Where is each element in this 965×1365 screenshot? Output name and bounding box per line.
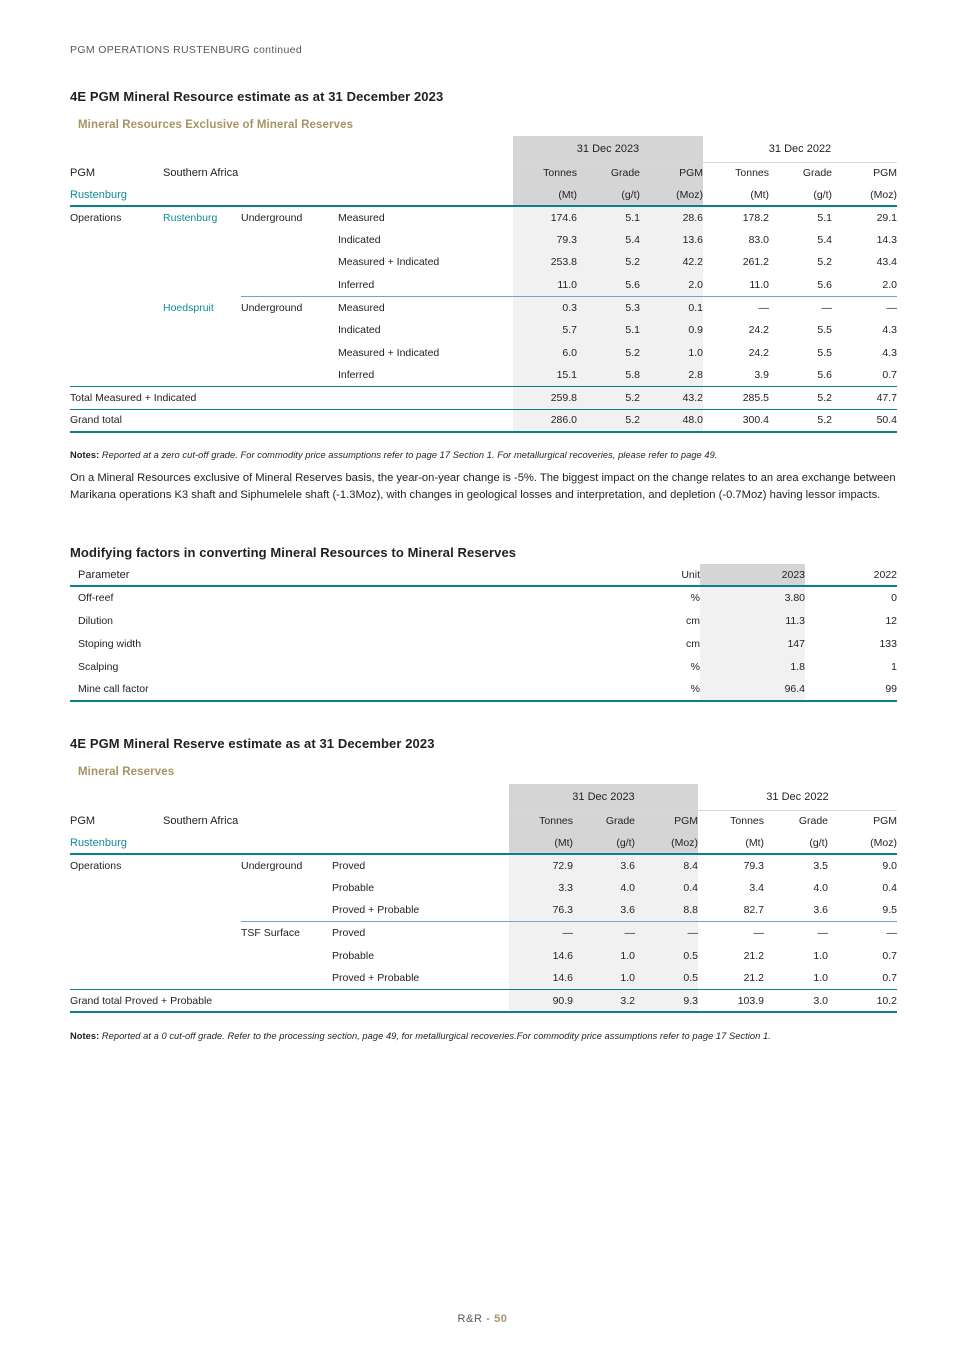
cell-grade-2023: 5.2	[577, 409, 640, 432]
cell-grade-2023: 5.6	[577, 274, 640, 297]
cell-method	[241, 967, 332, 990]
cell-mine-name	[163, 899, 241, 922]
header-group-2023: 31 Dec 2023	[509, 784, 698, 810]
cell-pgm-2022: —	[886, 927, 897, 940]
cell-category: Indicated	[338, 233, 381, 246]
cell-mine-name	[163, 229, 241, 252]
cell-parameter: Mine call factor	[70, 678, 638, 701]
cell-value-2023: 11.3	[700, 609, 805, 632]
cell-tonnes-2023: 6.0	[513, 342, 577, 365]
cell-total-label: Total Measured + Indicated	[70, 387, 513, 410]
cell-value-2023: 3.80	[700, 586, 805, 609]
cell-tonnes-2023: 3.3	[509, 877, 573, 900]
header-pgm-2022: PGM	[873, 815, 897, 828]
cell-grade-2022: 5.5	[817, 324, 832, 337]
resource-section-title: 4E PGM Mineral Resource estimate as at 31 December 2023	[70, 89, 444, 104]
cell-value-2022: 133	[879, 637, 897, 650]
running-head: PGM OPERATIONS RUSTENBURG continued	[70, 44, 303, 56]
cell-mine-name	[163, 944, 241, 967]
cell-mine-name	[163, 342, 241, 365]
cell-mine-name	[163, 251, 241, 274]
mineral-reserve-table	[70, 784, 897, 1013]
cell-operations	[70, 364, 163, 387]
table-row	[70, 206, 897, 229]
cell-pgm-2023: 28.6	[640, 206, 703, 229]
cell-method	[241, 229, 338, 252]
cell-grade-2023: 5.1	[577, 206, 640, 229]
cell-operations	[70, 922, 163, 945]
cell-pgm-2022: 0.7	[882, 369, 897, 382]
table-row	[70, 586, 897, 609]
cell-tonnes-2022: 300.4	[703, 409, 769, 432]
cell-tonnes-2022: 83.0	[748, 233, 769, 246]
header-grade-2023: Grade	[577, 162, 640, 184]
cell-pgm-2023: 9.3	[635, 990, 698, 1013]
table-row	[70, 342, 897, 365]
cell-grade-2022: 3.5	[813, 859, 828, 872]
cell-category: Measured	[338, 301, 385, 314]
cell-category: Measured	[338, 211, 385, 224]
cell-tonnes-2023: 90.9	[509, 990, 573, 1013]
cell-grade-2023: 1.0	[573, 944, 635, 967]
cell-category: Inferred	[338, 274, 513, 297]
cell-mine-name: Hoedspruit	[163, 301, 214, 314]
cell-pgm-2022: 0.7	[882, 972, 897, 985]
cell-pgm-2022: 10.2	[828, 990, 897, 1013]
cell-tonnes-2023: 0.3	[513, 296, 577, 319]
cell-grade-2023: —	[573, 922, 635, 945]
cell-operations: Operations	[70, 211, 122, 224]
cell-grade-2022: 5.1	[817, 211, 832, 224]
cell-pgm-2022: 9.0	[882, 859, 897, 872]
cell-method: Underground	[241, 211, 303, 224]
table-row	[70, 967, 897, 990]
cell-operations	[70, 251, 163, 274]
cell-pgm-2022: 47.7	[832, 387, 897, 410]
cell-operations	[70, 899, 163, 922]
cell-pgm-2022: 14.3	[876, 233, 897, 246]
cell-tonnes-2022: 24.2	[748, 346, 769, 359]
cell-method: TSF Surface	[241, 927, 300, 940]
table-row	[70, 678, 897, 701]
cell-unit: %	[638, 678, 700, 701]
cell-operations	[70, 944, 163, 967]
cell-tonnes-2023: 174.6	[513, 206, 577, 229]
modifying-factors-table	[70, 564, 897, 702]
cell-mine-name	[163, 967, 241, 990]
table-row	[70, 632, 897, 655]
cell-method: Underground	[241, 301, 303, 314]
cell-pgm-2023: 1.0	[640, 342, 703, 365]
table-row	[70, 251, 897, 274]
cell-pgm-2023: 0.1	[640, 296, 703, 319]
table-header-col-row	[70, 162, 897, 184]
cell-tonnes-2022: 11.0	[703, 274, 769, 297]
cell-pgm-2023: 8.8	[635, 899, 698, 922]
header-2022: 2022	[805, 564, 897, 586]
cell-unit: %	[690, 660, 700, 673]
cell-grade-2022: 5.2	[817, 256, 832, 269]
cell-mine-name	[163, 922, 241, 945]
cell-operations	[70, 877, 163, 900]
reserve-notes-label: Notes:	[70, 1031, 100, 1041]
cell-parameter: Off-reef	[78, 592, 114, 604]
cell-value-2022: 99	[805, 678, 897, 701]
cell-operations	[70, 229, 163, 252]
header-pgm-2022: PGM	[873, 167, 897, 180]
header-unit-moz-2022: (Moz)	[828, 832, 897, 854]
footer-page-number: 50	[494, 1313, 508, 1325]
cell-tonnes-2023: 253.8	[513, 251, 577, 274]
header-tonnes-2023: Tonnes	[509, 810, 573, 832]
table-row	[70, 296, 897, 319]
cell-method	[241, 251, 338, 274]
table-row	[70, 319, 897, 342]
cell-total-label: Grand total	[70, 409, 513, 432]
header-tonnes-2022: Tonnes	[735, 167, 769, 180]
page-footer	[0, 1313, 965, 1325]
cell-grade-2023: 4.0	[573, 877, 635, 900]
cell-tonnes-2023: 5.7	[513, 319, 577, 342]
cell-category: Indicated	[338, 324, 381, 337]
cell-operations	[70, 319, 163, 342]
table-header-group-row	[70, 784, 897, 810]
cell-grade-2023: 5.2	[577, 387, 640, 410]
cell-method	[241, 944, 332, 967]
cell-method	[241, 274, 338, 297]
cell-pgm-2023: 48.0	[640, 409, 703, 432]
cell-tonnes-2023: —	[509, 922, 573, 945]
cell-tonnes-2022: 103.9	[698, 990, 764, 1013]
cell-grade-2022: 3.0	[764, 990, 828, 1013]
cell-pgm-2022: 29.1	[876, 211, 897, 224]
cell-pgm-2023: 0.9	[640, 319, 703, 342]
header-pgm-2023: PGM	[635, 810, 698, 832]
cell-operations	[70, 296, 163, 319]
reserve-notes-text: Reported at a 0 cut-off grade. Refer to the processing section, page 49, for metallurgical recoveries.For commodity price assumptions refer to page 17 Section 1.	[99, 1031, 771, 1041]
cell-grade-2023: 5.2	[577, 251, 640, 274]
cell-tonnes-2023: 76.3	[509, 899, 573, 922]
cell-pgm-2023: 2.0	[640, 274, 703, 297]
cell-category: Inferred	[338, 369, 375, 382]
header-unit-mt-2023: (Mt)	[509, 832, 573, 854]
cell-pgm-2023: 42.2	[640, 251, 703, 274]
header-group-2022: 31 Dec 2022	[703, 136, 897, 162]
cell-pgm-2023: 0.4	[635, 877, 698, 900]
cell-tonnes-2022: 261.2	[742, 256, 769, 269]
cell-grade-2022: —	[817, 927, 828, 940]
cell-grade-2023: 5.1	[577, 319, 640, 342]
table-header-unit-row	[70, 832, 897, 854]
modifying-section-title: Modifying factors in converting Mineral Resources to Mineral Reserves	[70, 545, 517, 560]
cell-unit: %	[690, 592, 700, 604]
cell-mine-name	[163, 877, 241, 900]
header-pgm-2023: PGM	[640, 162, 703, 184]
cell-pgm-2023: —	[635, 922, 698, 945]
cell-grade-2023: 5.2	[577, 342, 640, 365]
cell-tonnes-2022: 79.3	[743, 859, 764, 872]
cell-grade-2023: 3.2	[573, 990, 635, 1013]
cell-category: Proved + Probable	[332, 899, 509, 922]
cell-pgm-2023: 0.5	[635, 944, 698, 967]
cell-pgm-2022: 0.7	[882, 949, 897, 962]
cell-grade-2023: 3.6	[573, 854, 635, 877]
cell-parameter: Scalping	[78, 660, 119, 673]
cell-tonnes-2023: 72.9	[509, 854, 573, 877]
header-region: Southern Africa	[163, 815, 239, 827]
header-parameter: Parameter	[70, 564, 638, 586]
reserve-section-title: 4E PGM Mineral Reserve estimate as at 31 December 2023	[70, 736, 435, 751]
header-operation-name: Rustenburg	[70, 832, 163, 854]
cell-tonnes-2022: 178.2	[742, 211, 769, 224]
resource-notes	[70, 450, 717, 460]
header-unit-mt-2023: (Mt)	[513, 184, 577, 206]
cell-grade-2022: 3.6	[764, 899, 828, 922]
cell-grade-2022: 5.6	[817, 369, 832, 382]
header-group-2022: 31 Dec 2022	[698, 784, 897, 810]
header-grade-2022: Grade	[802, 167, 832, 180]
header-tonnes-2023: Tonnes	[513, 162, 577, 184]
cell-grade-2022: 1.0	[813, 972, 828, 985]
cell-parameter: Stoping width	[78, 637, 142, 650]
cell-category: Proved	[332, 859, 366, 872]
header-pgm: PGM	[70, 815, 96, 827]
reserve-notes	[70, 1031, 771, 1041]
table-total-row	[70, 387, 897, 410]
cell-grade-2022: 5.4	[817, 233, 832, 246]
cell-grade-2022: 5.2	[769, 409, 832, 432]
header-unit-gt-2022: (g/t)	[769, 184, 832, 206]
header-grade-2023: Grade	[573, 810, 635, 832]
table-row	[70, 922, 897, 945]
cell-pgm-2022: 4.3	[882, 346, 897, 359]
table-header-col-row	[70, 810, 897, 832]
cell-unit: cm	[686, 614, 700, 627]
header-grade-2022: Grade	[798, 815, 828, 828]
cell-pgm-2022: 2.0	[832, 274, 897, 297]
table-header-unit-row	[70, 184, 897, 206]
cell-value-2023: 96.4	[700, 678, 805, 701]
header-unit-moz-2023: (Moz)	[635, 832, 698, 854]
cell-mine-name: Rustenburg	[163, 211, 218, 224]
cell-tonnes-2023: 259.8	[513, 387, 577, 410]
header-unit: Unit	[638, 564, 700, 586]
header-unit-mt-2022: (Mt)	[703, 184, 769, 206]
cell-operations	[70, 967, 163, 990]
cell-mine-name	[163, 854, 241, 877]
cell-pgm-2022: 50.4	[832, 409, 897, 432]
cell-tonnes-2022: 3.9	[754, 369, 769, 382]
cell-pgm-2022: 9.5	[828, 899, 897, 922]
cell-total-label: Grand total Proved + Probable	[70, 990, 509, 1013]
cell-tonnes-2022: 24.2	[748, 324, 769, 337]
cell-unit: cm	[686, 637, 700, 650]
cell-category: Probable	[332, 949, 375, 962]
cell-pgm-2023: 13.6	[640, 229, 703, 252]
header-2023: 2023	[700, 564, 805, 586]
cell-category: Probable	[332, 881, 375, 894]
cell-tonnes-2022: 3.4	[749, 881, 764, 894]
cell-tonnes-2022: 285.5	[703, 387, 769, 410]
cell-mine-name	[163, 319, 241, 342]
cell-value-2023: 1.8	[700, 655, 805, 678]
header-region: Southern Africa	[163, 167, 239, 179]
cell-grade-2022: —	[821, 301, 832, 314]
header-unit-moz-2023: (Moz)	[640, 184, 703, 206]
cell-category: Measured + Indicated	[338, 346, 440, 359]
cell-method	[241, 899, 332, 922]
cell-value-2022: 12	[885, 614, 897, 627]
header-unit-moz-2022: (Moz)	[832, 184, 897, 206]
mineral-resource-table	[70, 136, 897, 433]
cell-value-2023: 147	[700, 632, 805, 655]
cell-operations	[70, 342, 163, 365]
cell-method	[241, 319, 338, 342]
cell-grade-2022: 5.5	[817, 346, 832, 359]
cell-grade-2023: 3.6	[573, 899, 635, 922]
table-row	[70, 944, 897, 967]
header-unit-mt-2022: (Mt)	[698, 832, 764, 854]
cell-pgm-2023: 8.4	[635, 854, 698, 877]
header-unit-gt-2022: (g/t)	[764, 832, 828, 854]
header-group-2023: 31 Dec 2023	[513, 136, 703, 162]
cell-grade-2022: 4.0	[813, 881, 828, 894]
cell-category: Measured + Indicated	[338, 256, 440, 269]
table-row	[70, 274, 897, 297]
cell-tonnes-2023: 15.1	[513, 364, 577, 387]
modifying-header-row	[70, 564, 897, 586]
table-row	[70, 609, 897, 632]
cell-tonnes-2023: 14.6	[509, 944, 573, 967]
reserve-section-subtitle: Mineral Reserves	[78, 766, 175, 778]
table-row	[70, 899, 897, 922]
cell-pgm-2023: 2.8	[640, 364, 703, 387]
table-header-group-row	[70, 136, 897, 162]
table-row	[70, 854, 897, 877]
cell-tonnes-2022: 21.2	[743, 949, 764, 962]
table-total-row	[70, 409, 897, 432]
resource-paragraph: On a Mineral Resources exclusive of Mineral Reserves basis, the year-on-year change is -5%. The biggest impact on the change relates to an area exchange between Marikana operations K3 shaft and Siphumelele shaft (-1.3Moz), with changes in geological losses and interpretation, and depletion (-0.7Moz) having lessor impacts.	[70, 472, 896, 501]
resource-section-subtitle: Mineral Resources Exclusive of Mineral Reserves	[78, 119, 354, 131]
cell-grade-2023: 1.0	[573, 967, 635, 990]
cell-parameter: Dilution	[78, 614, 114, 627]
cell-method	[241, 342, 338, 365]
cell-pgm-2022: 4.3	[882, 324, 897, 337]
cell-tonnes-2023: 79.3	[513, 229, 577, 252]
table-row	[70, 655, 897, 678]
header-pgm: PGM	[70, 167, 96, 179]
cell-tonnes-2022: —	[758, 301, 769, 314]
footer-prefix: R&R -	[457, 1313, 495, 1325]
table-row	[70, 364, 897, 387]
cell-category: Proved + Probable	[332, 972, 420, 985]
table-row	[70, 229, 897, 252]
cell-grade-2023: 5.8	[577, 364, 640, 387]
cell-method: Underground	[241, 859, 303, 872]
cell-method	[241, 364, 338, 387]
header-unit-gt-2023: (g/t)	[573, 832, 635, 854]
cell-grade-2022: 5.2	[769, 387, 832, 410]
cell-tonnes-2022: 82.7	[698, 899, 764, 922]
cell-pgm-2022: —	[886, 301, 897, 314]
header-unit-gt-2023: (g/t)	[577, 184, 640, 206]
resource-notes-text: Reported at a zero cut-off grade. For commodity price assumptions refer to page 17 Section 1. For metallurgical recoveries, please refer to page 49.	[99, 450, 718, 460]
table-total-row	[70, 990, 897, 1013]
cell-category: Proved	[332, 927, 366, 940]
cell-grade-2022: 1.0	[813, 949, 828, 962]
header-operation-name: Rustenburg	[70, 184, 163, 206]
cell-operations: Operations	[70, 859, 122, 872]
cell-value-2022: 1	[891, 660, 897, 673]
cell-grade-2023: 5.3	[577, 296, 640, 319]
resource-notes-label: Notes:	[70, 450, 100, 460]
cell-tonnes-2023: 286.0	[513, 409, 577, 432]
cell-method	[241, 877, 332, 900]
cell-pgm-2022: 0.4	[882, 881, 897, 894]
cell-tonnes-2023: 11.0	[513, 274, 577, 297]
cell-value-2022: 0	[891, 592, 897, 604]
cell-grade-2023: 5.4	[577, 229, 640, 252]
cell-operations	[70, 274, 163, 297]
cell-pgm-2023: 0.5	[635, 967, 698, 990]
cell-pgm-2022: 43.4	[876, 256, 897, 269]
table-row	[70, 877, 897, 900]
cell-pgm-2023: 43.2	[640, 387, 703, 410]
cell-mine-name	[163, 274, 241, 297]
cell-tonnes-2022: 21.2	[743, 972, 764, 985]
cell-grade-2022: 5.6	[769, 274, 832, 297]
cell-tonnes-2023: 14.6	[509, 967, 573, 990]
header-tonnes-2022: Tonnes	[730, 815, 764, 828]
cell-tonnes-2022: —	[753, 927, 764, 940]
cell-mine-name	[163, 364, 241, 387]
